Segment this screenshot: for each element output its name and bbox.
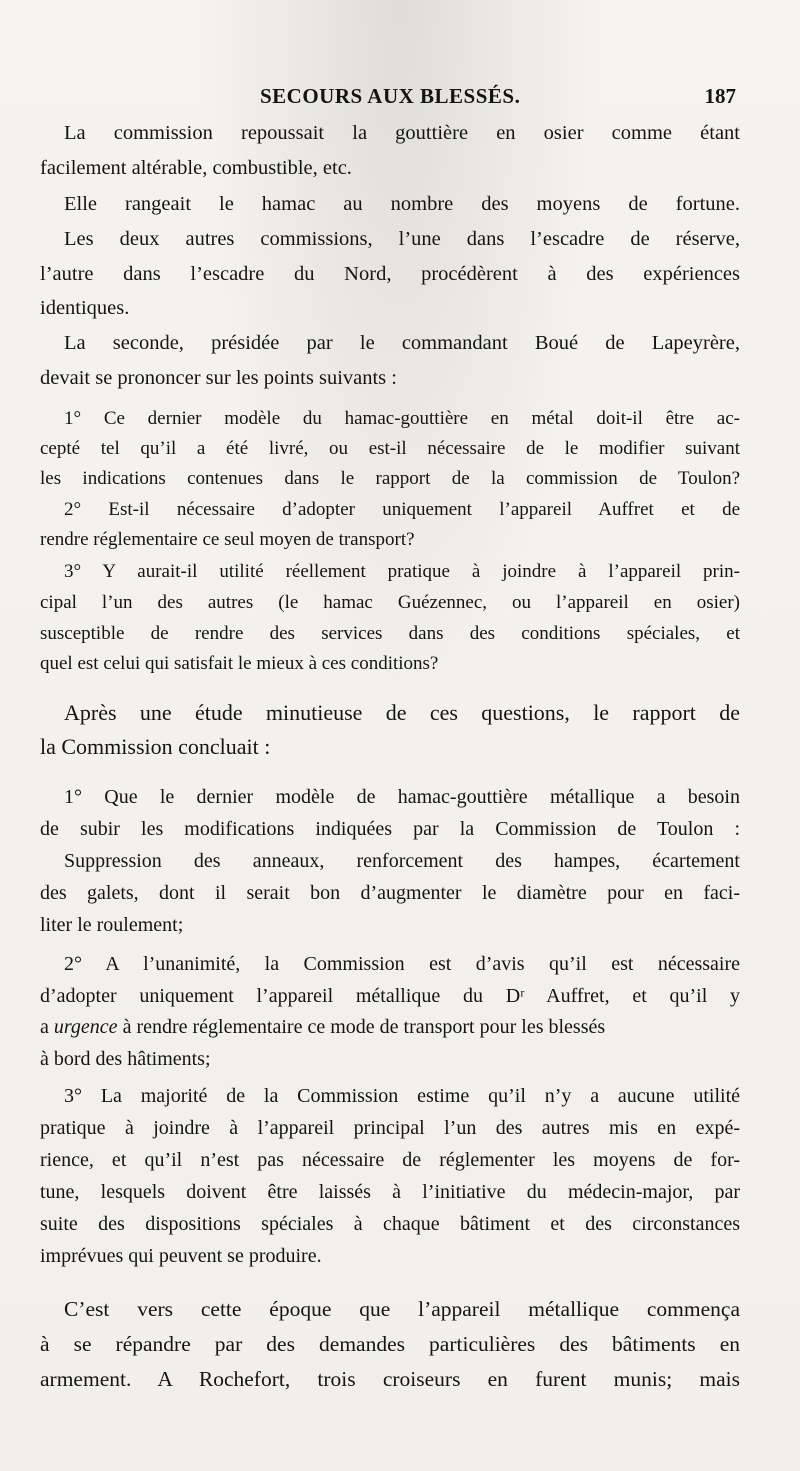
text-fragment: à rendre réglementaire ce mode de transport pour les blessés: [122, 1016, 606, 1038]
text-line: rience, et qu’il n’est pas nécessaire de réglementer les moyens de for-: [40, 1149, 740, 1171]
text-line: susceptible de rendre des services dans des conditions spéciales, et: [40, 623, 740, 644]
text-line: Après une étude minutieuse de ces questions, le rapport de: [64, 700, 740, 725]
text-line: cepté tel qu’il a été livré, ou est-il nécessaire de le modifier suivant: [40, 438, 740, 459]
text-line: imprévues qui peuvent se produire.: [40, 1245, 322, 1267]
text-line: rendre réglementaire ce seul moyen de transport?: [40, 529, 415, 550]
text-line: C’est vers cette époque que l’appareil métallique commença: [64, 1297, 740, 1321]
text-line: liter le roulement;: [40, 914, 184, 936]
text-line: 2° Est-il nécessaire d’adopter uniquement l’appareil Auffret et de: [64, 499, 740, 520]
text-line: La commission repoussait la gouttière en osier comme étant: [64, 122, 740, 144]
text-line: des galets, dont il serait bon d’augmenter le diamètre pour en faci-: [40, 882, 740, 904]
page-header: [60, 84, 740, 114]
running-title: SECOURS AUX BLESSÉS.: [260, 84, 521, 108]
text-line: identiques.: [40, 297, 130, 319]
text-line: suite des dispositions spéciales à chaque bâtiment et des circonstances: [40, 1213, 740, 1235]
text-line: tune, lesquels doivent être laissés à l’initiative du médecin-major, par: [40, 1181, 740, 1203]
text-line: 3° Y aurait-il utilité réellement pratique à joindre à l’appareil prin-: [64, 561, 740, 582]
page-number: 187: [704, 84, 736, 108]
text-line: à se répandre par des demandes particulières des bâtiments en: [40, 1332, 740, 1356]
text-line: 1° Que le dernier modèle de hamac-gouttière métallique a besoin: [64, 786, 740, 808]
text-line: La seconde, présidée par le commandant Boué de Lapeyrère,: [64, 332, 740, 354]
text-fragment: a: [40, 1016, 49, 1038]
text-line: [40, 1016, 740, 1039]
text-line: Les deux autres commissions, l’une dans l’escadre de réserve,: [64, 228, 740, 250]
text-line: d’adopter uniquement l’appareil métallique du Dʳ Auffret, et qu’il y: [40, 985, 740, 1007]
text-line: l’autre dans l’escadre du Nord, procédèrent à des expériences: [40, 263, 740, 285]
text-line: les indications contenues dans le rapport de la commission de Toulon?: [40, 468, 740, 489]
text-line: 1° Ce dernier modèle du hamac-gouttière en métal doit-il être ac-: [64, 408, 740, 429]
text-line: la Commission concluait :: [40, 734, 271, 759]
text-line: pratique à joindre à l’appareil principal l’un des autres mis en expé-: [40, 1117, 740, 1139]
text-line: cipal l’un des autres (le hamac Guézennec, ou l’appareil en osier): [40, 592, 740, 613]
text-line: devait se prononcer sur les points suivants :: [40, 367, 397, 389]
text-line: Suppression des anneaux, renforcement des hampes, écartement: [64, 850, 740, 872]
text-line: Elle rangeait le hamac au nombre des moyens de fortune.: [64, 193, 740, 215]
text-line: armement. A Rochefort, trois croiseurs en furent munis; mais: [40, 1367, 740, 1391]
text-line: facilement altérable, combustible, etc.: [40, 157, 352, 179]
text-line: à bord des hâtiments;: [40, 1048, 211, 1070]
text-line: 2° A l’unanimité, la Commission est d’avis qu’il est nécessaire: [64, 953, 740, 975]
text-line: 3° La majorité de la Commission estime qu’il n’y a aucune utilité: [64, 1085, 740, 1107]
italic-word: urgence: [53, 1016, 118, 1038]
text-line: de subir les modifications indiquées par la Commission de Toulon :: [40, 818, 740, 840]
text-line: quel est celui qui satisfait le mieux à ces conditions?: [40, 653, 439, 674]
